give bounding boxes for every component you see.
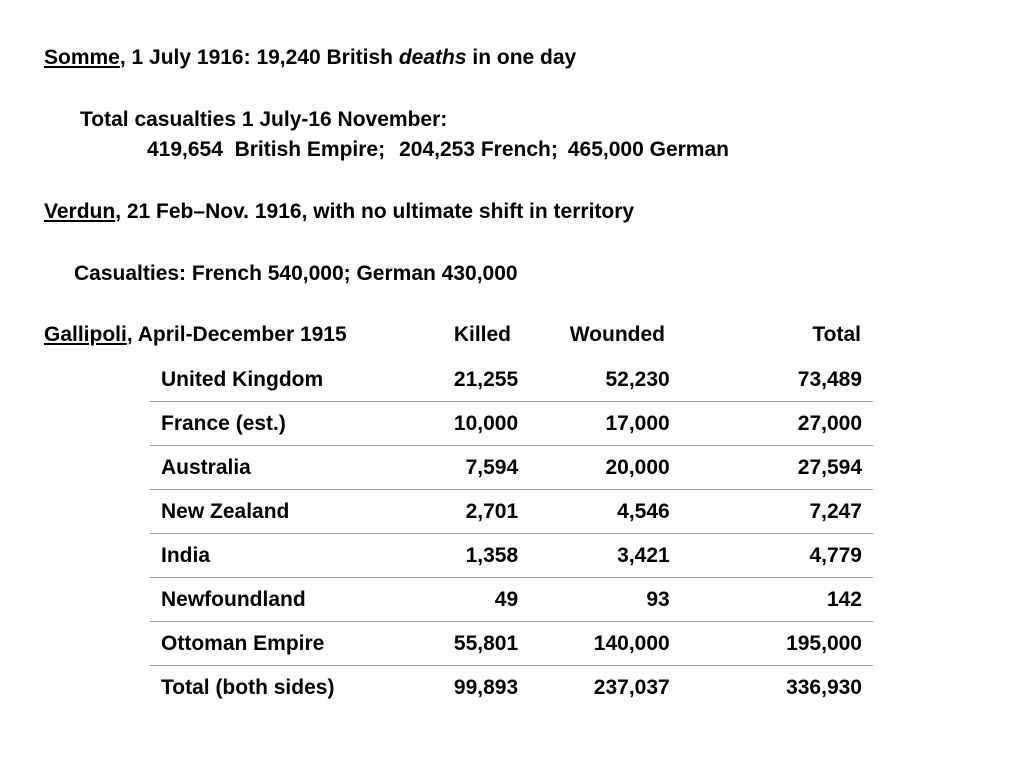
table-row	[150, 490, 873, 534]
somme-total-casualties-label: Total casualties 1 July-16 November:	[80, 108, 448, 131]
killed-cell: 99,893	[409, 666, 519, 710]
wounded-cell: 93	[518, 578, 670, 622]
somme-british-casualties: 419,654 British Empire;	[147, 138, 386, 161]
total-cell: 195,000	[670, 622, 873, 666]
verdun-headline-text: , 21 Feb–Nov. 1916, with no ultimate shift in territory	[115, 200, 635, 223]
column-header-total: Total	[812, 323, 861, 346]
somme-headline	[44, 46, 576, 70]
total-cell: 73,489	[797, 367, 862, 391]
somme-french-casualties: 204,253 French;	[399, 138, 558, 161]
country-cell: India	[150, 534, 409, 578]
table-row	[150, 578, 873, 622]
gallipoli-title: Gallipoli	[44, 323, 127, 346]
somme-headline-end: in one day	[466, 46, 577, 69]
somme-casualty-breakdown	[147, 138, 729, 162]
country-cell: Ottoman Empire	[150, 622, 409, 666]
wounded-cell: 237,037	[518, 666, 670, 710]
killed-cell: 7,594	[409, 446, 519, 490]
wounded-cell: 52,230	[605, 367, 670, 391]
killed-cell: 49	[409, 578, 519, 622]
verdun-title: Verdun	[44, 200, 116, 223]
gallipoli-headline-text: , April-December 1915	[126, 323, 347, 346]
wounded-cell: 140,000	[518, 622, 670, 666]
somme-title: Somme	[44, 46, 120, 69]
wounded-cell: 4,546	[518, 490, 670, 534]
somme-german-casualties: 465,000 German	[567, 138, 729, 161]
table-row	[150, 534, 873, 578]
killed-cell: 21,255	[453, 367, 519, 391]
table-row	[150, 358, 873, 402]
killed-cell: 55,801	[409, 622, 519, 666]
total-cell: 142	[670, 578, 873, 622]
somme-headline-text: , 1 July 1916: 19,240 British	[119, 46, 399, 69]
wounded-cell: 20,000	[518, 446, 670, 490]
column-header-wounded: Wounded	[569, 323, 665, 346]
table-row	[150, 402, 873, 446]
total-cell: 7,247	[670, 490, 873, 534]
killed-cell: 10,000	[409, 402, 519, 446]
wounded-cell: 17,000	[518, 402, 670, 446]
column-header-killed: Killed	[453, 323, 511, 346]
country-cell: France (est.)	[150, 402, 409, 446]
country-cell: Australia	[150, 446, 409, 490]
killed-cell: 1,358	[409, 534, 519, 578]
gallipoli-casualties-table	[150, 358, 873, 709]
country-cell: Total (both sides)	[150, 666, 409, 710]
gallipoli-headline	[44, 323, 347, 347]
table-row-total	[150, 666, 873, 710]
total-cell: 27,000	[670, 402, 873, 446]
verdun-headline	[44, 200, 634, 224]
total-cell: 27,594	[670, 446, 873, 490]
table-row	[150, 622, 873, 666]
country-cell: United Kingdom	[161, 367, 324, 391]
killed-cell: 2,701	[409, 490, 519, 534]
verdun-casualties: Casualties: French 540,000; German 430,000	[74, 262, 518, 285]
country-cell: New Zealand	[150, 490, 409, 534]
table-row	[150, 446, 873, 490]
wounded-cell: 3,421	[518, 534, 670, 578]
total-cell: 4,779	[670, 534, 873, 578]
total-cell: 336,930	[670, 666, 873, 710]
country-cell: Newfoundland	[150, 578, 409, 622]
somme-deaths-emphasis: deaths	[398, 46, 467, 69]
